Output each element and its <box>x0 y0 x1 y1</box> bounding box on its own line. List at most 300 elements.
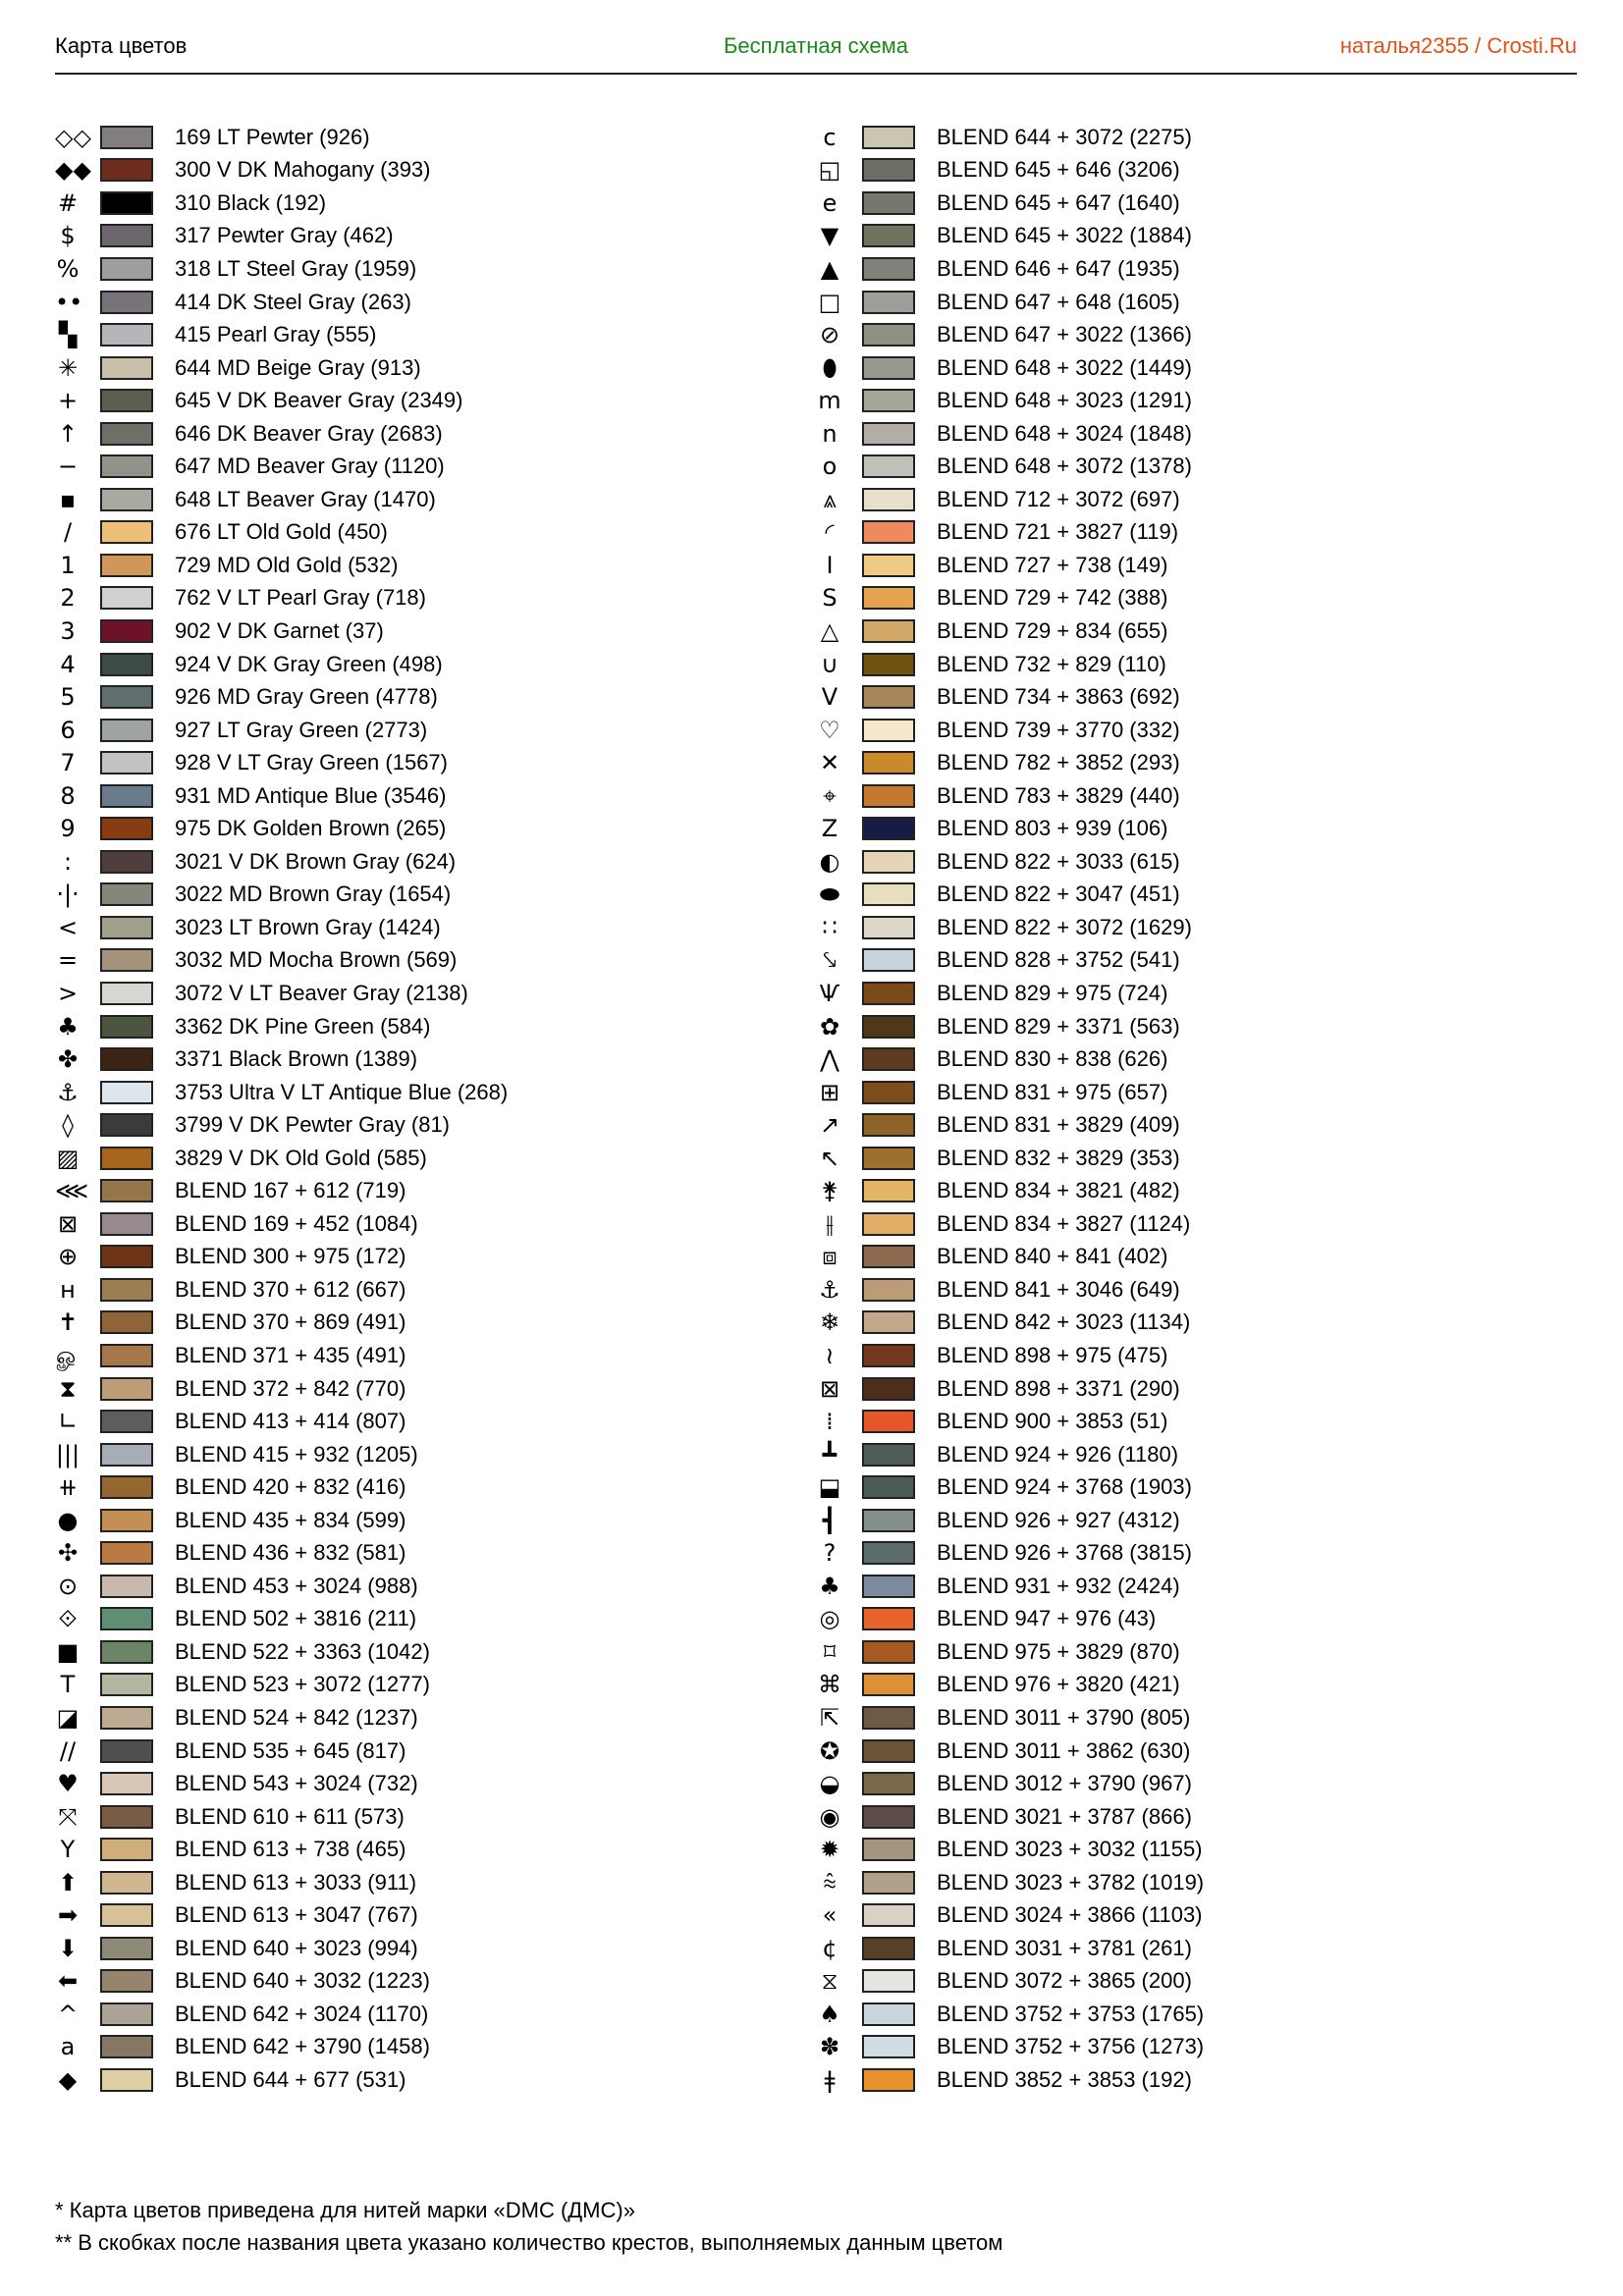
color-label: BLEND 841 + 3046 (649) <box>937 1276 1180 1302</box>
color-label: 926 MD Gray Green (4778) <box>175 684 438 710</box>
legend-row <box>55 318 508 351</box>
color-label: 169 LT Pewter (926) <box>175 124 370 149</box>
legend-row <box>55 812 508 845</box>
symbol-icon: n <box>822 419 838 448</box>
color-swatch <box>100 1081 153 1104</box>
color-swatch <box>862 554 915 577</box>
color-label: BLEND 169 + 452 (1084) <box>175 1210 418 1236</box>
color-label: BLEND 413 + 414 (807) <box>175 1409 406 1434</box>
color-label: BLEND 648 + 3023 (1291) <box>937 388 1192 413</box>
symbol-icon: 9 <box>60 815 76 843</box>
symbol-icon: ¢ <box>822 1934 838 1962</box>
color-swatch <box>862 1739 915 1763</box>
legend-row <box>55 1635 508 1669</box>
color-label: BLEND 640 + 3023 (994) <box>175 1935 418 1960</box>
color-swatch <box>100 948 153 972</box>
legend-row <box>817 1175 1204 1208</box>
symbol-icon: ● <box>57 1506 79 1534</box>
symbol-icon: ⊞ <box>819 1078 840 1106</box>
color-swatch <box>100 257 153 281</box>
color-swatch <box>862 1179 915 1202</box>
color-label: 3072 V LT Beaver Gray (2138) <box>175 980 468 1005</box>
symbol-icon: ➡ <box>57 1901 79 1930</box>
legend-row <box>817 911 1204 944</box>
color-swatch <box>862 356 915 380</box>
symbol-icon: I <box>826 551 834 579</box>
color-label: 3023 LT Brown Gray (1424) <box>175 914 441 939</box>
legend-row <box>817 1570 1204 1603</box>
symbol-icon: ⧖ <box>821 1967 839 1996</box>
color-swatch <box>862 1509 915 1532</box>
symbol-icon: « <box>822 1901 838 1930</box>
symbol-icon: ⌑ <box>823 1637 837 1666</box>
symbol-icon: # <box>57 188 79 217</box>
legend-row <box>817 614 1204 648</box>
legend-row <box>817 812 1204 845</box>
color-swatch <box>100 1015 153 1039</box>
color-swatch <box>862 520 915 544</box>
symbol-icon: − <box>57 453 79 481</box>
color-swatch <box>862 1377 915 1401</box>
legend-row <box>817 2031 1204 2064</box>
legend-row <box>55 450 508 483</box>
color-swatch <box>100 1772 153 1795</box>
color-swatch <box>100 1310 153 1334</box>
legend-row <box>55 187 508 220</box>
color-label: BLEND 924 + 926 (1180) <box>937 1441 1179 1467</box>
symbol-icon: o <box>822 453 838 481</box>
color-swatch <box>862 2068 915 2092</box>
symbol-icon: ⤥ <box>823 946 837 975</box>
legend-row <box>55 417 508 451</box>
color-label: BLEND 613 + 738 (465) <box>175 1837 406 1862</box>
legend-row <box>55 779 508 813</box>
symbol-icon: ⩓ <box>823 485 837 513</box>
symbol-icon: ✣ <box>57 1539 79 1568</box>
color-swatch <box>100 1344 153 1367</box>
legend-row <box>817 549 1204 582</box>
legend-row <box>817 1866 1204 1899</box>
symbol-icon: S <box>822 584 838 613</box>
color-swatch <box>100 1969 153 1993</box>
symbol-icon: 7 <box>60 749 76 777</box>
symbol-icon: ⋘ <box>55 1177 89 1205</box>
legend-row <box>55 1273 508 1307</box>
symbol-icon: ♣ <box>57 1012 79 1041</box>
color-swatch <box>100 1640 153 1664</box>
color-label: BLEND 644 + 3072 (2275) <box>937 124 1192 149</box>
color-swatch <box>100 1278 153 1302</box>
legend-row <box>817 1998 1204 2031</box>
symbol-icon: ^ <box>57 2000 79 2028</box>
color-label: BLEND 523 + 3072 (1277) <box>175 1672 430 1697</box>
symbol-icon: ▨ <box>56 1144 80 1172</box>
color-swatch <box>100 653 153 676</box>
symbol-icon: ⊕ <box>57 1243 79 1271</box>
color-swatch <box>862 1310 915 1334</box>
color-swatch <box>862 1475 915 1499</box>
color-label: BLEND 436 + 832 (581) <box>175 1540 406 1566</box>
color-label: BLEND 831 + 975 (657) <box>937 1079 1168 1104</box>
color-swatch <box>100 1937 153 1960</box>
symbol-icon: ⚵ <box>821 1177 839 1205</box>
symbol-icon: $ <box>60 222 76 250</box>
symbol-icon: ■ <box>56 1637 80 1666</box>
color-label: BLEND 371 + 435 (491) <box>175 1343 406 1367</box>
symbol-icon: ⤧ <box>58 1802 78 1831</box>
symbol-icon: ❄ <box>819 1308 840 1337</box>
legend-row <box>817 121 1204 154</box>
legend-row <box>55 1207 508 1241</box>
color-label: BLEND 976 + 3820 (421) <box>937 1672 1180 1697</box>
color-label: BLEND 646 + 647 (1935) <box>937 255 1180 281</box>
symbol-icon: < <box>57 913 79 941</box>
color-swatch <box>100 158 153 182</box>
color-label: BLEND 830 + 838 (626) <box>937 1046 1168 1072</box>
legend-row <box>55 252 508 286</box>
color-swatch <box>862 1212 915 1236</box>
legend-row <box>817 1010 1204 1043</box>
symbol-icon: ✪ <box>819 1736 840 1765</box>
color-label: 931 MD Antique Blue (3546) <box>175 782 447 808</box>
color-swatch <box>100 520 153 544</box>
color-swatch <box>862 488 915 511</box>
symbol-icon: ⚓ <box>819 1275 840 1304</box>
color-label: 3753 Ultra V LT Antique Blue (268) <box>175 1079 509 1104</box>
symbol-icon: ✝ <box>57 1308 79 1337</box>
color-swatch <box>100 1838 153 1861</box>
color-swatch <box>100 389 153 412</box>
color-label: BLEND 3012 + 3790 (967) <box>937 1771 1192 1796</box>
legend-row <box>55 845 508 879</box>
color-label: BLEND 734 + 3863 (692) <box>937 684 1180 710</box>
color-label: BLEND 3023 + 3782 (1019) <box>937 1869 1205 1895</box>
color-label: BLEND 834 + 3827 (1124) <box>937 1210 1191 1236</box>
legend-column-left <box>55 121 508 2097</box>
symbol-icon: ⋀ <box>820 1045 839 1074</box>
page-header <box>55 29 1577 75</box>
color-swatch <box>862 1640 915 1664</box>
symbol-icon: ⧈ <box>822 1243 838 1271</box>
legend-row <box>55 1042 508 1076</box>
symbol-icon: △ <box>820 616 839 645</box>
color-label: BLEND 803 + 939 (106) <box>937 816 1168 841</box>
symbol-icon: : <box>63 847 73 876</box>
color-swatch <box>862 948 915 972</box>
color-label: 3829 V DK Old Gold (585) <box>175 1145 427 1170</box>
color-label: 3021 V DK Brown Gray (624) <box>175 848 457 874</box>
color-swatch <box>862 422 915 446</box>
legend-row <box>817 1965 1204 1999</box>
color-swatch <box>100 1541 153 1565</box>
legend-row <box>55 1470 508 1504</box>
color-label: BLEND 3023 + 3032 (1155) <box>937 1837 1203 1862</box>
legend-row <box>55 516 508 550</box>
color-swatch <box>100 356 153 380</box>
symbol-icon: ௐ <box>56 1342 80 1369</box>
color-label: 318 LT Steel Gray (1959) <box>175 255 417 281</box>
color-swatch <box>862 1805 915 1829</box>
color-label: BLEND 729 + 742 (388) <box>937 585 1168 611</box>
color-label: BLEND 829 + 3371 (563) <box>937 1013 1180 1039</box>
legend-row <box>55 1504 508 1537</box>
symbol-icon: = <box>57 946 79 975</box>
color-swatch <box>862 191 915 215</box>
color-label: BLEND 3852 + 3853 (192) <box>937 2067 1192 2093</box>
color-label: BLEND 947 + 976 (43) <box>937 1606 1157 1631</box>
color-label: BLEND 898 + 3371 (290) <box>937 1375 1180 1401</box>
legend-row <box>817 1273 1204 1307</box>
color-label: BLEND 924 + 3768 (1903) <box>937 1474 1192 1500</box>
legend-row <box>55 1241 508 1274</box>
symbol-icon: ◆ <box>58 2066 78 2095</box>
symbol-icon: ǂ <box>824 2066 836 2095</box>
color-swatch <box>100 1410 153 1433</box>
symbol-icon: ◇◇ <box>55 123 91 151</box>
footnote-2: ** В скобках после названия цвета указано количество крестов, выполняемых данным цветом <box>55 2230 1003 2255</box>
color-swatch <box>100 1377 153 1401</box>
color-label: BLEND 644 + 677 (531) <box>175 2067 406 2093</box>
symbol-icon: ✽ <box>819 2033 840 2061</box>
legend-row <box>55 1108 508 1142</box>
symbol-icon: 3 <box>60 616 76 645</box>
legend-row <box>817 1701 1204 1735</box>
symbol-icon: ⁞ <box>826 1408 834 1436</box>
symbol-icon: e <box>822 188 838 217</box>
legend-row <box>817 1207 1204 1241</box>
color-label: BLEND 522 + 3363 (1042) <box>175 1638 430 1664</box>
color-label: BLEND 535 + 645 (817) <box>175 1737 406 1763</box>
legend-row <box>817 1339 1204 1372</box>
color-label: 902 V DK Garnet (37) <box>175 617 384 643</box>
color-swatch <box>862 126 915 149</box>
color-label: 3362 DK Pine Green (584) <box>175 1013 431 1039</box>
color-swatch <box>100 126 153 149</box>
legend-row <box>817 318 1204 351</box>
color-label: 415 Pearl Gray (555) <box>175 322 377 347</box>
legend-row <box>817 483 1204 516</box>
color-swatch <box>862 1081 915 1104</box>
legend-row <box>817 1800 1204 1834</box>
symbol-icon: ⬓ <box>818 1473 841 1502</box>
color-label: 414 DK Steel Gray (263) <box>175 289 411 314</box>
legend-row <box>817 680 1204 714</box>
color-label: BLEND 300 + 975 (172) <box>175 1244 406 1269</box>
color-label: 927 LT Gray Green (2773) <box>175 717 428 742</box>
legend-row <box>817 450 1204 483</box>
color-swatch <box>100 2035 153 2058</box>
legend-row <box>817 714 1204 747</box>
legend-row <box>55 1175 508 1208</box>
color-swatch <box>862 817 915 840</box>
legend-row <box>817 417 1204 451</box>
symbol-icon: Ѱ <box>819 979 840 1007</box>
legend-row <box>55 1899 508 1933</box>
color-label: 928 V LT Gray Green (1567) <box>175 750 448 775</box>
color-label: BLEND 729 + 834 (655) <box>937 617 1168 643</box>
color-label: BLEND 822 + 3033 (615) <box>937 848 1180 874</box>
color-swatch <box>100 1739 153 1763</box>
color-swatch <box>862 2002 915 2026</box>
legend-row <box>55 1339 508 1372</box>
symbol-icon: ▪ <box>59 485 77 513</box>
footnote-1: * Карта цветов приведена для нитей марки «DMC (ДМС)» <box>55 2198 635 2222</box>
symbol-icon: 4 <box>60 650 76 678</box>
symbol-icon: + <box>57 387 79 415</box>
symbol-icon: ◐ <box>819 847 840 876</box>
color-label: BLEND 648 + 3022 (1449) <box>937 354 1192 380</box>
legend-row <box>55 154 508 187</box>
symbol-icon: ⧺ <box>57 1473 79 1502</box>
color-swatch <box>862 1147 915 1170</box>
legend-row <box>55 1010 508 1043</box>
symbol-icon: ◊ <box>62 1111 74 1140</box>
symbol-icon: ⊙ <box>57 1572 79 1600</box>
symbol-icon: ⧗ <box>59 1374 77 1403</box>
symbol-icon: ✿ <box>819 1012 840 1041</box>
legend-row <box>817 351 1204 385</box>
color-label: 676 LT Old Gold (450) <box>175 519 388 545</box>
color-swatch <box>100 1509 153 1532</box>
color-label: BLEND 3752 + 3753 (1765) <box>937 2001 1205 2026</box>
legend-row <box>55 220 508 253</box>
symbol-icon: ⩯ <box>822 1868 838 1896</box>
color-label: BLEND 900 + 3853 (51) <box>937 1409 1168 1434</box>
color-swatch <box>862 1278 915 1302</box>
legend-row <box>55 384 508 417</box>
color-label: BLEND 834 + 3821 (482) <box>937 1178 1180 1203</box>
color-swatch <box>100 2068 153 2092</box>
color-swatch <box>862 1245 915 1268</box>
color-label: BLEND 782 + 3852 (293) <box>937 750 1180 775</box>
symbol-icon: ◪ <box>56 1704 80 1733</box>
color-swatch <box>862 1575 915 1598</box>
symbol-icon: ◒ <box>819 1770 840 1798</box>
color-swatch <box>862 1047 915 1071</box>
legend-row <box>55 351 508 385</box>
color-label: BLEND 831 + 3829 (409) <box>937 1112 1180 1138</box>
symbol-icon: ◜ <box>825 518 835 547</box>
legend-row <box>55 1701 508 1735</box>
legend-row <box>817 1603 1204 1636</box>
color-swatch <box>862 751 915 774</box>
color-label: BLEND 3011 + 3862 (630) <box>937 1737 1191 1763</box>
legend-row <box>55 1800 508 1834</box>
legend-row <box>55 1438 508 1471</box>
symbol-icon: ✳ <box>57 353 79 382</box>
color-label: BLEND 524 + 842 (1237) <box>175 1705 418 1731</box>
color-swatch <box>100 982 153 1005</box>
symbol-icon: / <box>63 518 73 547</box>
color-swatch <box>100 1706 153 1730</box>
legend-row <box>55 1603 508 1636</box>
color-label: BLEND 3011 + 3790 (805) <box>937 1705 1191 1731</box>
symbol-icon: ·|· <box>56 881 80 909</box>
color-swatch <box>862 1871 915 1895</box>
legend-row <box>55 1735 508 1768</box>
legend-row <box>817 1504 1204 1537</box>
color-swatch <box>100 751 153 774</box>
color-label: 317 Pewter Gray (462) <box>175 223 394 248</box>
symbol-icon: ↑ <box>57 419 79 448</box>
header-title: Карта цветов <box>55 33 188 58</box>
color-swatch <box>862 882 915 906</box>
legend-row <box>55 1372 508 1406</box>
color-label: 729 MD Old Gold (532) <box>175 552 399 577</box>
legend-row <box>55 1767 508 1800</box>
color-swatch <box>862 1541 915 1565</box>
symbol-icon: a <box>60 2033 76 2061</box>
color-label: BLEND 453 + 3024 (988) <box>175 1573 418 1598</box>
symbol-icon: н <box>60 1275 76 1304</box>
legend-row <box>55 1965 508 1999</box>
color-swatch <box>862 1903 915 1927</box>
color-label: 300 V DK Mahogany (393) <box>175 157 431 183</box>
color-label: 924 V DK Gray Green (498) <box>175 651 443 676</box>
symbol-icon: ✕ <box>819 749 840 777</box>
color-swatch <box>100 224 153 247</box>
color-swatch <box>862 389 915 412</box>
legend-row <box>55 483 508 516</box>
color-swatch <box>100 488 153 511</box>
color-swatch <box>100 1179 153 1202</box>
color-label: BLEND 648 + 3024 (1848) <box>937 420 1192 446</box>
header-author-link[interactable]: наталья2355 / Crosti.Ru <box>1339 33 1577 58</box>
legend-row <box>817 1767 1204 1800</box>
color-label: BLEND 613 + 3047 (767) <box>175 1902 418 1928</box>
legend-column-right <box>817 121 1204 2097</box>
color-swatch <box>100 586 153 610</box>
color-label: 3799 V DK Pewter Gray (81) <box>175 1112 451 1138</box>
color-label: BLEND 926 + 3768 (3815) <box>937 1540 1192 1566</box>
color-swatch <box>100 1575 153 1598</box>
color-label: 646 DK Beaver Gray (2683) <box>175 420 443 446</box>
color-swatch <box>862 1410 915 1433</box>
color-label: BLEND 420 + 832 (416) <box>175 1474 406 1500</box>
legend-row <box>55 549 508 582</box>
color-swatch <box>100 554 153 577</box>
color-label: 762 V LT Pearl Gray (718) <box>175 585 426 611</box>
symbol-icon: ||| <box>55 1440 81 1468</box>
symbol-icon: ⫲ <box>826 1209 834 1238</box>
symbol-icon: ◆◆ <box>55 156 91 185</box>
legend-row <box>55 1570 508 1603</box>
color-swatch <box>862 685 915 709</box>
color-swatch <box>100 323 153 347</box>
color-swatch <box>862 653 915 676</box>
legend-row <box>55 1866 508 1899</box>
color-label: BLEND 931 + 932 (2424) <box>937 1573 1180 1598</box>
legend-row <box>55 614 508 648</box>
color-label: BLEND 975 + 3829 (870) <box>937 1638 1180 1664</box>
color-label: BLEND 502 + 3816 (211) <box>175 1606 417 1631</box>
symbol-icon: 1 <box>60 551 76 579</box>
color-label: BLEND 610 + 611 (573) <box>175 1803 405 1829</box>
symbol-icon: •• <box>55 288 83 316</box>
symbol-icon: % <box>56 254 80 283</box>
legend-row <box>817 154 1204 187</box>
color-swatch <box>862 1344 915 1367</box>
legend-row <box>817 220 1204 253</box>
legend-row <box>55 746 508 779</box>
color-label: BLEND 647 + 648 (1605) <box>937 289 1180 314</box>
color-label: BLEND 898 + 975 (475) <box>937 1343 1168 1367</box>
legend-row <box>817 384 1204 417</box>
symbol-icon: ⊠ <box>819 1374 840 1403</box>
legend-row <box>817 944 1204 978</box>
symbol-icon: ⇱ <box>819 1704 840 1733</box>
color-swatch <box>100 1443 153 1467</box>
